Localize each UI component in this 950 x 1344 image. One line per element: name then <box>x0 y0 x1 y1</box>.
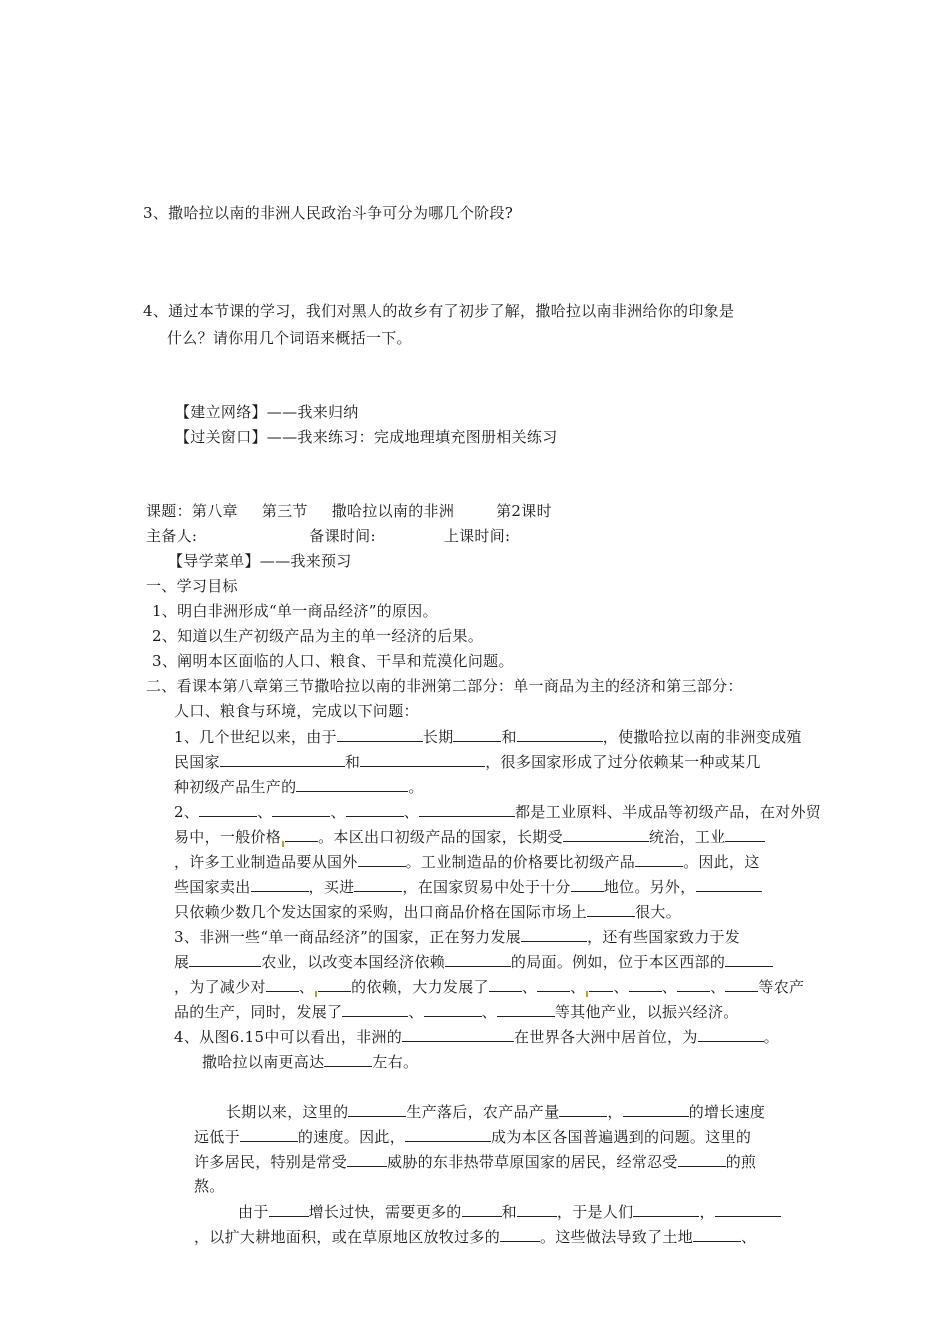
blank[interactable] <box>629 976 662 992</box>
blank[interactable] <box>269 1201 309 1217</box>
para-2-line-2 <box>194 1226 756 1247</box>
item-1-line-2 <box>174 751 761 772</box>
blank[interactable] <box>360 751 485 767</box>
blank[interactable] <box>240 1126 298 1142</box>
text-segment: ， <box>699 1203 715 1221</box>
text-segment: 在世界各大洲中居首位，为 <box>514 1028 698 1046</box>
goal-item: 1、明白非洲形成“单一商品经济”的原因。 <box>152 602 438 620</box>
lesson-meta <box>146 526 510 546</box>
preparer-label: 主备人: <box>146 527 198 545</box>
text-segment: ，于是人们 <box>556 1203 634 1221</box>
text-segment: 地位。另外， <box>603 878 696 896</box>
text-segment: ，很多国家形成了过分依赖某一种或某几 <box>485 753 761 771</box>
item-3-line-2 <box>174 951 773 972</box>
blank[interactable] <box>696 876 762 892</box>
blank[interactable] <box>517 726 603 742</box>
text-segment: 远低于 <box>194 1128 240 1146</box>
text-segment: 和 <box>344 753 361 771</box>
text-segment: 4、从图6.15中可以看出，非洲的 <box>174 1028 403 1046</box>
blank[interactable] <box>537 976 570 992</box>
text-segment: 。 <box>408 778 424 796</box>
blank[interactable] <box>698 1026 764 1042</box>
blank[interactable] <box>347 1151 387 1167</box>
blank[interactable] <box>715 1201 781 1217</box>
text-segment: 、 <box>403 803 420 821</box>
blank[interactable] <box>500 1226 540 1242</box>
text-segment: 农业，以改变本国经济依赖 <box>261 953 445 971</box>
text-segment: 民国家 <box>174 753 220 771</box>
text-segment: 。工业制造品的价格要比初级产品 <box>405 853 636 871</box>
text-segment: 、 <box>481 1003 497 1021</box>
text-segment: 的依赖，大力发展了 <box>351 978 489 996</box>
blank[interactable] <box>563 826 649 842</box>
text-segment: 等农产 <box>758 978 805 996</box>
text-segment: 威胁的东非热带草原国家的居民，经常忍受 <box>387 1153 678 1171</box>
item-3-line-1 <box>174 926 740 947</box>
blank[interactable] <box>445 951 511 967</box>
para-1-line-2 <box>194 1126 751 1147</box>
part-2-heading-line-2: 人口、粮食与环境，完成以下问题： <box>174 702 419 720</box>
blank[interactable] <box>725 951 773 967</box>
blank[interactable] <box>633 1201 699 1217</box>
lesson-section: 第三节 <box>261 502 308 520</box>
text-segment: 撒哈拉以南更高达 <box>202 1053 325 1071</box>
text-segment: 长期 <box>422 728 454 746</box>
blank[interactable] <box>337 726 423 742</box>
para-1-line-1 <box>226 1101 765 1122</box>
text-segment: ，为了减少对 <box>174 978 266 996</box>
blank[interactable] <box>251 876 309 892</box>
goals-heading: 一、学习目标 <box>146 577 238 595</box>
text-segment: 。这些做法导致了土地 <box>540 1228 694 1246</box>
text-segment: 等其他产业，以振兴经济。 <box>554 1003 739 1021</box>
text-segment: 3、非洲一些“单一商品经济”的国家，正在努力发展 <box>174 928 522 946</box>
item-2-line-5 <box>174 901 681 922</box>
blank[interactable] <box>272 801 330 817</box>
text-segment: 的煎 <box>725 1153 757 1171</box>
item-2-line-2 <box>174 826 765 847</box>
blank[interactable] <box>419 801 515 817</box>
goal-item: 2、知道以生产初级产品为主的单一经济的后果。 <box>152 627 484 645</box>
blank[interactable] <box>693 1226 741 1242</box>
text-segment: 1、几个世纪以来，由于 <box>174 728 337 746</box>
text-segment: 、 <box>661 978 678 996</box>
text-segment: ，在国家贸易中处于十分 <box>402 878 571 896</box>
lesson-header <box>146 501 552 521</box>
section-network: 【建立网络】——我来归纳 <box>175 403 359 421</box>
text-segment: 左右。 <box>372 1053 419 1071</box>
section-study-menu: 【导学菜单】——我来预习 <box>168 552 352 570</box>
question-4-line-1: 4、通过本节课的学习，我们对黑人的故乡有了初步了解，撒哈拉以南非洲给你的印象是 <box>143 302 735 320</box>
text-segment: ， <box>607 1103 623 1121</box>
blank[interactable] <box>489 976 522 992</box>
text-segment: 品的生产，同时，发展了 <box>174 1003 343 1021</box>
blank[interactable] <box>189 951 261 967</box>
text-segment: 由于 <box>238 1203 269 1221</box>
text-segment: 展 <box>174 953 190 971</box>
text-segment: 许多居民，特别是常受 <box>194 1153 348 1171</box>
blank[interactable] <box>517 1201 557 1217</box>
class-time-label: 上课时间: <box>443 527 511 545</box>
blank[interactable] <box>354 876 402 892</box>
scan-mark <box>586 991 588 997</box>
text-segment: ，买进 <box>308 878 355 896</box>
item-1-line-3 <box>174 776 424 797</box>
text-segment: 、 <box>710 978 726 996</box>
text-segment: 生产落后，农产品产量 <box>406 1103 560 1121</box>
text-segment: 只依赖少数几个发达国家的采购，出口商品价格在国际市场上 <box>174 903 588 921</box>
blank[interactable] <box>346 801 404 817</box>
text-segment: 的增长速度 <box>688 1103 766 1121</box>
blank[interactable] <box>635 851 683 867</box>
question-3: 3、撒哈拉以南的非洲人民政治斗争可分为哪几个阶段? <box>143 204 514 222</box>
lesson-title: 撒哈拉以南的非洲 <box>331 502 455 520</box>
text-segment: ，以扩大耕地面积，或在草原地区放牧过多的 <box>194 1228 501 1246</box>
blank[interactable] <box>678 1151 726 1167</box>
section-practice-window: 【过关窗口】——我来练习：完成地理填充图册相关练习 <box>175 428 558 446</box>
blank[interactable] <box>571 876 604 892</box>
blank[interactable] <box>318 976 351 992</box>
text-segment: 、 <box>741 1228 757 1246</box>
text-segment: 和 <box>501 728 517 746</box>
blank[interactable] <box>521 926 587 942</box>
blank[interactable] <box>402 1026 514 1042</box>
text-segment: 长期以来，这里的 <box>226 1103 349 1121</box>
blank[interactable] <box>559 1101 607 1117</box>
item-3-line-4 <box>174 1001 739 1022</box>
blank[interactable] <box>220 751 345 767</box>
blank[interactable] <box>453 726 501 742</box>
text-segment: 增长过快，需要更多的 <box>308 1203 462 1221</box>
prep-time-label: 备课时间: <box>309 527 376 545</box>
blank[interactable] <box>424 1001 482 1017</box>
text-segment: 、 <box>330 803 346 821</box>
blank[interactable] <box>497 1001 555 1017</box>
text-segment: 的速度。因此， <box>297 1128 406 1146</box>
scan-mark <box>315 991 317 997</box>
question-4-line-2: 什么？请你用几个词语来概括一下。 <box>167 329 412 347</box>
para-2-line-1 <box>238 1201 781 1222</box>
para-1-line-4 <box>194 1176 225 1196</box>
lesson-topic: 课题：第八章 <box>146 502 238 520</box>
text-segment: 统治，工业 <box>648 828 726 846</box>
part-2-heading-line-1: 二、看课本第八章第三节撒哈拉以南的非洲第二部分：单一商品为主的经济和第三部分： <box>146 677 743 695</box>
text-segment: 。本区出口初级产品的国家，长期受 <box>318 828 563 846</box>
text-segment: 2、 <box>174 803 200 821</box>
text-segment: ，还有些国家致力于发 <box>587 928 741 946</box>
text-segment: 很大。 <box>635 903 682 921</box>
blank[interactable] <box>725 826 765 842</box>
text-segment: 、 <box>570 978 586 996</box>
blank[interactable] <box>199 801 257 817</box>
text-segment: 。 <box>763 1028 779 1046</box>
blank[interactable] <box>677 976 710 992</box>
item-2-line-4 <box>174 876 762 897</box>
text-segment: ，许多工业制造品要从国外 <box>174 853 358 871</box>
text-segment: 、 <box>408 1003 424 1021</box>
lesson-period: 第2课时 <box>496 502 552 520</box>
item-4-line-2 <box>202 1051 418 1072</box>
blank[interactable] <box>358 851 406 867</box>
text-segment: ，使撒哈拉以南的非洲变成殖 <box>602 728 802 746</box>
text-segment: 易中，一般价格 <box>174 828 282 846</box>
text-segment: 和 <box>501 1203 517 1221</box>
text-segment: 成为本区各国普遍遇到的问题。这里的 <box>491 1128 752 1146</box>
para-1-line-3 <box>194 1151 756 1172</box>
blank[interactable] <box>587 901 635 917</box>
text-segment: 都是工业原料、半成品等初级产品，在对外贸 <box>515 803 822 821</box>
goal-item: 3、阐明本区面临的人口、粮食、干旱和荒漠化问题。 <box>152 652 514 670</box>
item-3-line-3 <box>174 976 804 997</box>
blank[interactable] <box>342 1001 408 1017</box>
blank[interactable] <box>348 1101 406 1117</box>
text-segment: 、 <box>257 803 273 821</box>
item-2-line-3 <box>174 851 760 872</box>
item-2-line-1 <box>174 801 821 822</box>
blank[interactable] <box>324 1051 372 1067</box>
blank[interactable] <box>462 1201 502 1217</box>
blank[interactable] <box>296 776 408 792</box>
text-segment: 些国家卖出 <box>174 878 251 896</box>
blank[interactable] <box>589 976 613 992</box>
text-segment: 种初级产品生产的 <box>174 778 297 796</box>
text-segment: 、 <box>613 978 629 996</box>
blank[interactable] <box>266 976 299 992</box>
text-segment: 、 <box>521 978 538 996</box>
blank[interactable] <box>623 1101 689 1117</box>
scan-mark <box>282 841 284 847</box>
item-1-line-1 <box>174 726 802 747</box>
item-4-line-1 <box>174 1026 779 1047</box>
text-segment: 。因此，这 <box>683 853 760 871</box>
blank[interactable] <box>725 976 758 992</box>
blank[interactable] <box>405 1126 491 1142</box>
text-segment: 、 <box>298 978 315 996</box>
blank[interactable] <box>285 826 318 842</box>
text-segment: 熬。 <box>194 1177 225 1195</box>
text-segment: 的局面。例如，位于本区西部的 <box>510 953 726 971</box>
